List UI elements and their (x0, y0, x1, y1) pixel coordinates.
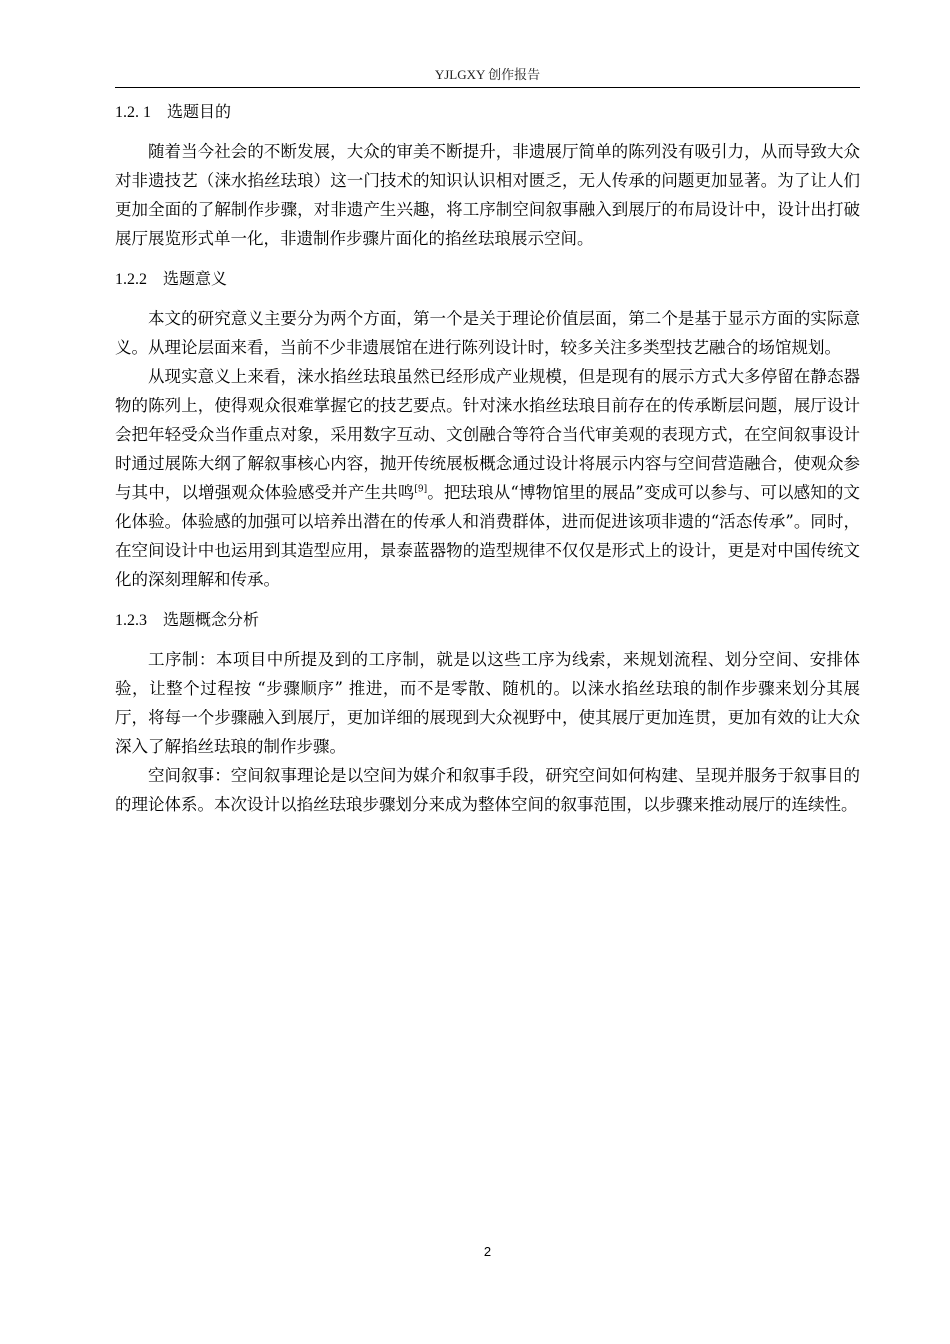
paragraph-text: 。把珐琅从“博物馆里的展品”变成可以参与、可以感知的文化体验。体验感的加强可以培养出潜在的传承人和消费群体，进而促进该项非遗的“活态传承”。同时，在空间设计中也运用到其造型应用，景泰蓝器物的造型规律不仅仅是形式上的设计，更是对中国传统文化的深刻理解和传承。 (115, 483, 861, 589)
paragraph-concept-process: 工序制：本项目中所提及到的工序制，就是以这些工序为线索，来规划流程、划分空间、安排体验，让整个过程按 “步骤顺序” 推进，而不是零散、随机的。以涞水掐丝珐琅的制作步骤来划分其展厅，将每一个步骤融入到展厅，更加详细的展现到大众视野中，使其展厅更加连贯，更加有效的让大众深入了解掐丝珐琅的制作步骤。 (115, 650, 860, 756)
document-body (115, 98, 860, 819)
section-heading-significance (115, 265, 860, 294)
paragraph-significance-theory: 本文的研究意义主要分为两个方面，第一个是关于理论价值层面，第二个是基于显示方面的实际意义。从理论层面来看，当前不少非遗展馆在进行陈列设计时，较多关注多类型技艺融合的场馆规划。 (115, 309, 860, 357)
section-title: 选题概念分析 (163, 610, 260, 629)
paragraph-concept-spatial-narrative: 空间叙事：空间叙事理论是以空间为媒介和叙事手段，研究空间如何构建、呈现并服务于叙事目的的理论体系。本次设计以掐丝珐琅步骤划分来成为整体空间的叙事范围，以步骤来推动展厅的连续性。 (115, 766, 860, 814)
section-title: 选题目的 (167, 102, 232, 121)
section-number: 1.2.3 (115, 612, 147, 629)
paragraph-text: 从现实意义上来看，涞水掐丝珐琅虽然已经形成产业规模，但是现有的展示方式大多停留在静态器物的陈列上，使得观众很难掌握它的技艺要点。针对涞水掐丝珐琅目前存在的传承断层问题，展厅设计会把年轻受众当作重点对象，采用数字互动、文创融合等符合当代审美观的表现方式，在空间叙事设计时通过展陈大纲了解叙事核心内容，抛开传统展板概念通过设计将展示内容与空间营造融合，使观众参与其中，以增强观众体验感受并产生共鸣 (115, 367, 860, 502)
section-title: 选题意义 (163, 269, 228, 288)
section-heading-concept (115, 606, 860, 635)
section-number: 1.2. 1 (115, 104, 151, 121)
page-number: 2 (483, 1244, 492, 1259)
page-header: YJLGXY 创作报告 (434, 67, 541, 82)
paragraph-significance-practice (115, 362, 860, 594)
section-heading-purpose (115, 98, 860, 127)
header-divider (115, 87, 860, 88)
section-number: 1.2.2 (115, 271, 147, 288)
citation-marker: [9] (414, 484, 428, 495)
paragraph-purpose: 随着当今社会的不断发展，大众的审美不断提升，非遗展厅简单的陈列没有吸引力，从而导致大众对非遗技艺（涞水掐丝珐琅）这一门技术的知识认识相对匮乏，无人传承的问题更加显著。为了让人们更加全面的了解制作步骤，对非遗产生兴趣，将工序制空间叙事融入到展厅的布局设计中，设计出打破展厅展览形式单一化，非遗制作步骤片面化的掐丝珐琅展示空间。 (115, 142, 860, 248)
